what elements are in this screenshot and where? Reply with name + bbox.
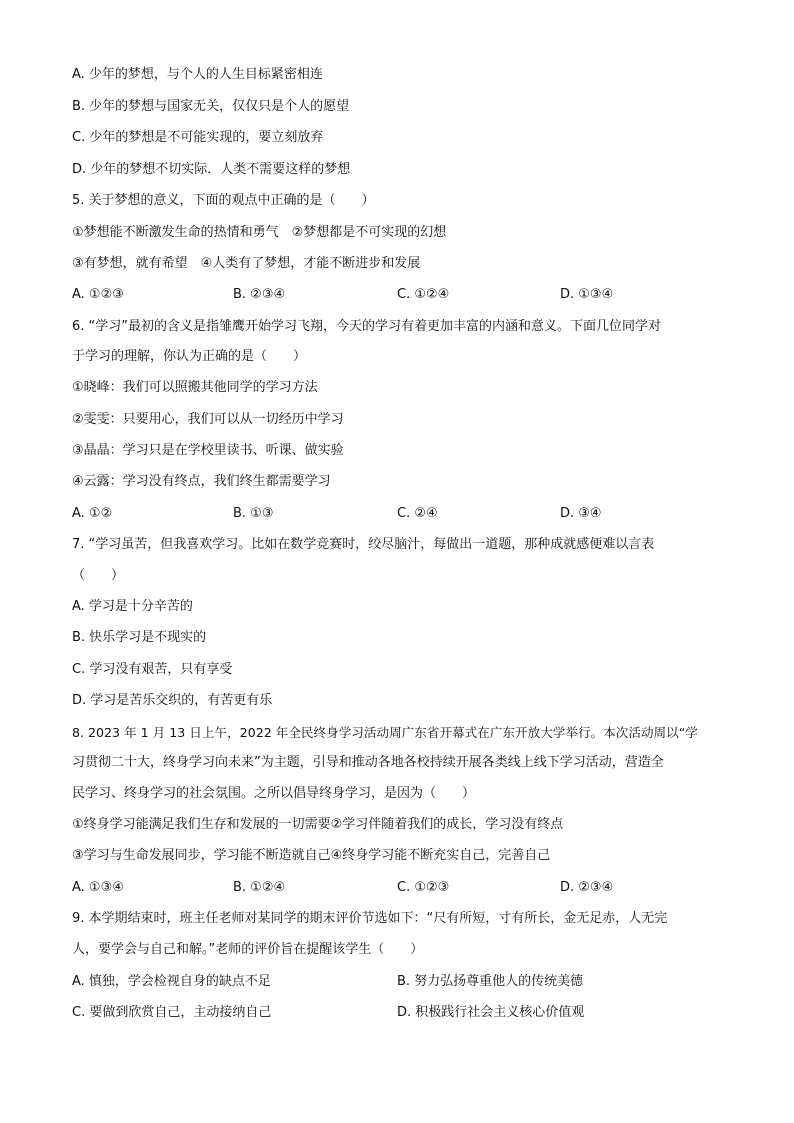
q5-statement-2: ③有梦想，就有希望 ④人类有了梦想，才能不断进步和发展: [72, 256, 421, 271]
q7-stem-line2: （ ）: [72, 568, 125, 583]
q5-stem: 5. 关于梦想的意义，下面的观点中正确的是（ ）: [72, 193, 375, 208]
q4-option-a: A. 少年的梦想，与个人的人生目标紧密相连: [72, 67, 323, 82]
q6-stem-line2: 于学习的理解，你认为正确的是（ ）: [72, 349, 307, 364]
q8-option-c: C. ①②③: [397, 880, 450, 895]
q6-statement-2: ②雯雯：只要用心，我们可以从一切经历中学习: [72, 412, 344, 427]
q6-statement-4: ④云露：学习没有终点，我们终生都需要学习: [72, 474, 331, 489]
q9-option-d: D. 积极践行社会主义核心价值观: [397, 1005, 585, 1020]
q7-option-b: B. 快乐学习是不现实的: [72, 630, 207, 645]
q8-stem-line2: 习贯彻二十大，终身学习向未来”为主题，引导和推动各地各校持续开展各类线上线下学习活动，营造全: [72, 755, 664, 770]
q5-statement-1: ①梦想能不断激发生命的热情和勇气 ②梦想都是不可实现的幻想: [72, 225, 447, 240]
q7-option-d: D. 学习是苦乐交织的，有苦更有乐: [72, 693, 273, 708]
q4-option-b: B. 少年的梦想与国家无关，仅仅只是个人的愿望: [72, 99, 350, 114]
q8-stem-line1: 8. 2023 年 1 月 13 日上午，2022 年全民终身学习活动周广东省开幕式在广东开放大学举行。本次活动周以“学: [72, 725, 698, 740]
q7-option-a: A. 学习是十分辛苦的: [72, 599, 193, 614]
q8-option-a: A. ①③④: [72, 880, 124, 895]
q8-statement-2: ③学习与生命发展同步，学习能不断造就自己④终身学习能不断充实自己，完善自己: [72, 848, 551, 863]
q9-option-a: A. 慎独，学会检视自身的缺点不足: [72, 974, 271, 989]
q6-option-a: A. ①②: [72, 506, 113, 521]
q8-stem-line3: 民学习、终身学习的社会氛围。之所以倡导终身学习，是因为（ ）: [72, 786, 476, 801]
q9-stem-line2: 人，要学会与自己和解。”老师的评价旨在提醒该学生（ ）: [72, 942, 424, 957]
q9-option-c: C. 要做到欣赏自己，主动接纳自己: [72, 1005, 272, 1020]
q8-option-d: D. ②③④: [560, 880, 614, 895]
q8-statement-1: ①终身学习能满足我们生存和发展的一切需要②学习伴随着我们的成长，学习没有终点: [72, 817, 564, 832]
q6-option-b: B. ①③: [233, 506, 274, 521]
q7-option-c: C. 学习没有艰苦，只有享受: [72, 662, 233, 677]
q6-statement-3: ③晶晶：学习只是在学校里读书、听课、做实验: [72, 443, 344, 458]
q4-option-d: D. 少年的梦想不切实际．人类不需要这样的梦想: [72, 162, 351, 177]
q6-option-c: C. ②④: [397, 506, 438, 521]
q9-stem-line1: 9. 本学期结束时，班主任老师对某同学的期末评价节选如下：“尺有所短，寸有所长，金无足赤，人无完: [72, 911, 668, 926]
q8-option-b: B. ①②④: [233, 880, 286, 895]
q9-option-b: B. 努力弘扬尊重他人的传统美德: [397, 974, 584, 989]
q4-option-c: C. 少年的梦想是不可能实现的，要立刻放弃: [72, 130, 324, 145]
q6-option-d: D. ③④: [560, 506, 602, 521]
q7-stem-line1: 7. “学习虽苦，但我喜欢学习。比如在数学竞赛时，绞尽脑汁，每做出一道题，那种成就感便难以言表: [72, 537, 655, 552]
q6-statement-1: ①晓峰：我们可以照搬其他同学的学习方法: [72, 380, 318, 395]
q5-option-d: D. ①③④: [560, 287, 614, 302]
q5-option-c: C. ①②④: [397, 287, 450, 302]
q6-stem-line1: 6. “学习”最初的含义是指雏鹰开始学习飞翔，今天的学习有着更加丰富的内涵和意义。下面几位同学对: [72, 319, 662, 334]
q5-option-b: B. ②③④: [233, 287, 286, 302]
q5-option-a: A. ①②③: [72, 287, 124, 302]
